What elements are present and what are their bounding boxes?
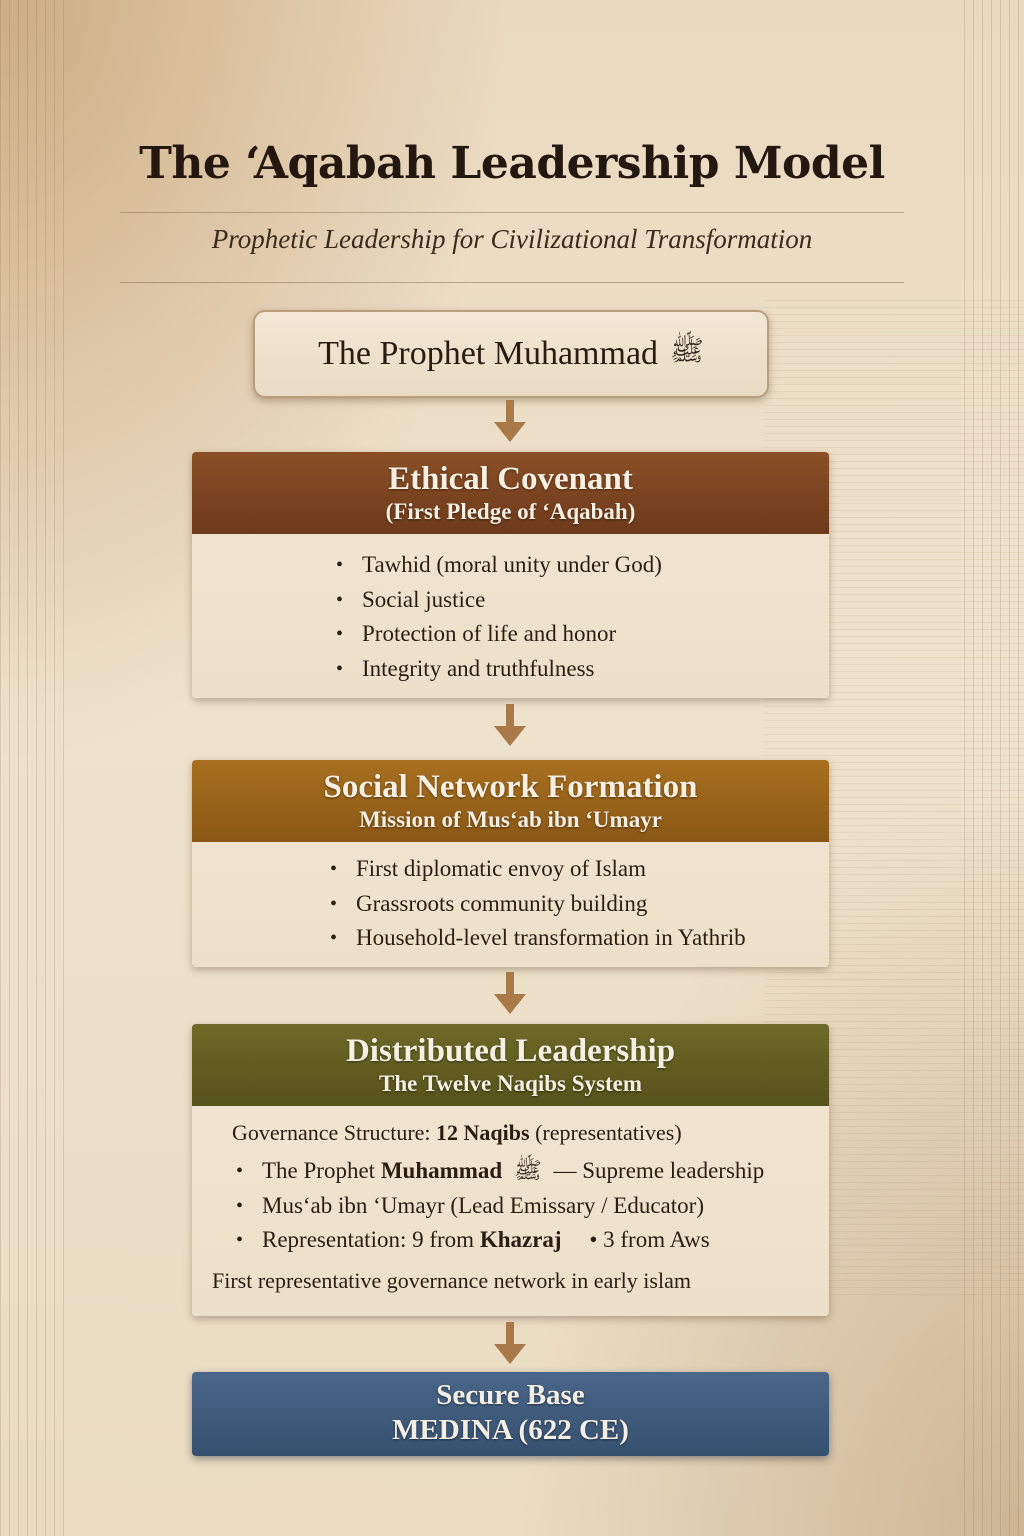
stage-header (192, 1024, 829, 1106)
prophet-role: — Supreme leadership (553, 1158, 765, 1183)
subtitle-divider (120, 282, 904, 283)
representation-label: Representation: 9 from (262, 1227, 475, 1252)
stage-social-network (192, 760, 829, 967)
base-title: Secure Base (436, 1379, 585, 1411)
list-item (236, 1154, 829, 1189)
naqib-count: 12 Naqibs (436, 1120, 530, 1145)
list-item: • Tawhid (moral unity under God) (336, 548, 829, 583)
page-title: The ‘Aqabah Leadership Model (139, 138, 885, 189)
page-subtitle: Prophetic Leadership for Civilizational Transformation (211, 224, 813, 254)
stage-subtitle: The Twelve Naqibs System (378, 1071, 643, 1096)
list-item (236, 1223, 829, 1258)
governance-note: First representative governance network in early islam (212, 1267, 691, 1293)
governance-list (192, 1146, 829, 1258)
title-divider (120, 212, 904, 213)
list-item: • Mus‘ab ibn ‘Umayr (Lead Emissary / Educator) (236, 1189, 829, 1224)
prophet-name: The Prophet Muhammad (318, 335, 659, 372)
governance-desc: (representatives) (535, 1120, 682, 1145)
base-subtitle: MEDINA (622 CE) (392, 1414, 629, 1446)
honorific-glyph: ﷺ (670, 336, 704, 367)
list-item: • Household-level transformation in Yathrib (330, 921, 829, 956)
governance-structure (192, 1106, 829, 1146)
honorific-glyph: ﷺ (513, 1158, 542, 1183)
stage-bullet-list (192, 842, 829, 956)
bullet-separator: • (589, 1227, 598, 1252)
khazraj-label: Khazraj (479, 1227, 562, 1252)
prophet-prefix: The Prophet (262, 1158, 376, 1183)
list-item: • Protection of life and honor (336, 617, 829, 652)
flow-arrow-down-icon (490, 972, 530, 1016)
aws-label: 3 from Aws (603, 1227, 710, 1252)
stage-subtitle: (First Pledge of ‘Aqabah) (385, 499, 636, 524)
list-item: • Grassroots community building (330, 887, 829, 922)
stage-header (192, 452, 829, 534)
list-item: • Integrity and truthfulness (336, 652, 829, 687)
list-item: • First diplomatic envoy of Islam (330, 852, 829, 887)
stage-title: Social Network Formation (323, 769, 698, 805)
flow-arrow-down-icon (490, 704, 530, 748)
prophet-name: Muhammad (380, 1158, 503, 1183)
prophet-node (253, 310, 769, 398)
stage-ethical-covenant (192, 452, 829, 698)
stage-subtitle: Mission of Mus‘ab ibn ‘Umayr (359, 807, 662, 832)
stage-title: Ethical Covenant (388, 461, 633, 497)
governance-label: Governance Structure: (232, 1120, 431, 1145)
stage-bullet-list (192, 534, 829, 686)
stage-header (192, 760, 829, 842)
flow-arrow-down-icon (490, 400, 530, 444)
secure-base-node (192, 1372, 829, 1456)
flow-arrow-down-icon (490, 1322, 530, 1366)
stage-distributed-leadership (192, 1024, 829, 1316)
stage-title: Distributed Leadership (345, 1033, 676, 1069)
list-item: • Social justice (336, 583, 829, 618)
